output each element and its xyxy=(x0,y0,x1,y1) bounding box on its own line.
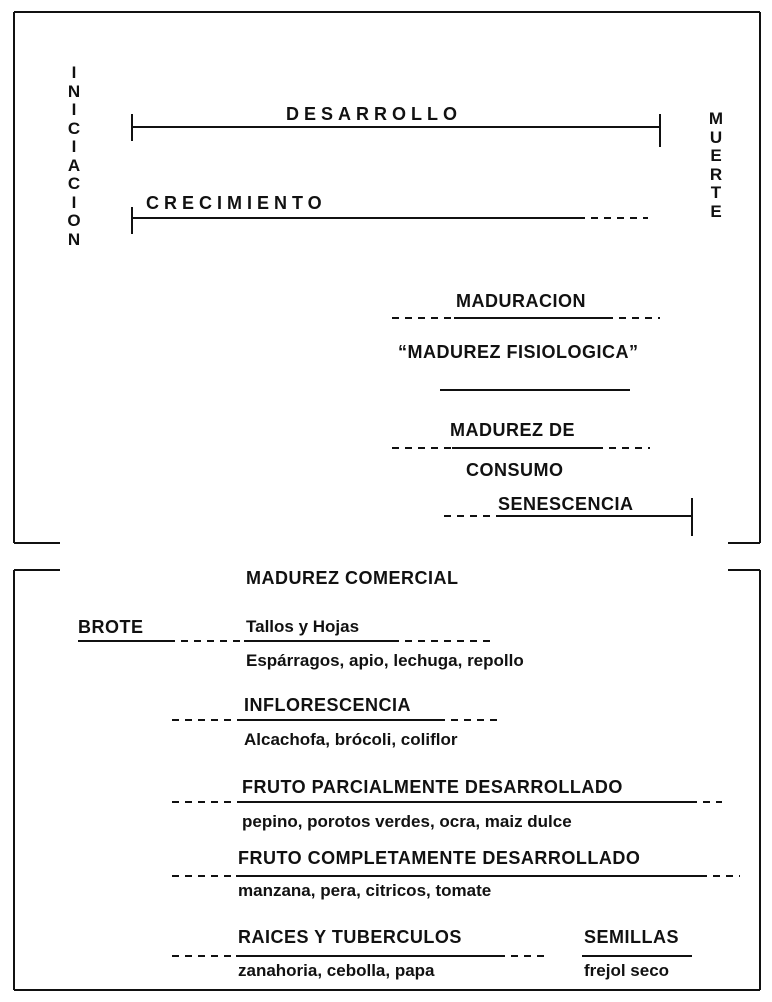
consumo-label: CONSUMO xyxy=(466,460,564,480)
tallos-hojas-label: Tallos y Hojas xyxy=(246,617,360,636)
fruto-completo-examples: manzana, pera, citricos, tomate xyxy=(238,881,492,900)
inflorescencia-examples: Alcachofa, brócoli, coliflor xyxy=(244,730,458,749)
iniciacion-label: I N I C I A C I O N xyxy=(67,63,81,249)
fruto-parcial-label: FRUTO PARCIALMENTE DESARROLLADO xyxy=(242,777,623,797)
semillas-examples: frejol seco xyxy=(584,961,670,980)
fruto-completo-label: FRUTO COMPLETAMENTE DESARROLLADO xyxy=(238,848,641,868)
fruto-parcial-examples: pepino, porotos verdes, ocra, maiz dulce xyxy=(242,812,572,831)
madurez-de-label: MADUREZ DE xyxy=(450,420,575,440)
maduracion-label: MADURACION xyxy=(456,291,586,311)
tallos-hojas-examples: Espárragos, apio, lechuga, repollo xyxy=(246,651,524,670)
muerte-label: M U E R T E xyxy=(708,109,724,221)
raices-label: RAICES Y TUBERCULOS xyxy=(238,927,462,947)
madurez-fisiologica-label: “MADUREZ FISIOLOGICA” xyxy=(398,342,639,362)
inflorescencia-label: INFLORESCENCIA xyxy=(244,695,412,715)
desarrollo-label: DESARROLLO xyxy=(286,104,462,124)
raices-examples: zanahoria, cebolla, papa xyxy=(238,961,435,980)
madurez-comercial-label: MADUREZ COMERCIAL xyxy=(246,568,459,588)
senescencia-label: SENESCENCIA xyxy=(498,494,634,514)
crecimiento-label: CRECIMIENTO xyxy=(146,193,327,213)
brote-label: BROTE xyxy=(78,617,144,637)
semillas-label: SEMILLAS xyxy=(584,927,680,947)
